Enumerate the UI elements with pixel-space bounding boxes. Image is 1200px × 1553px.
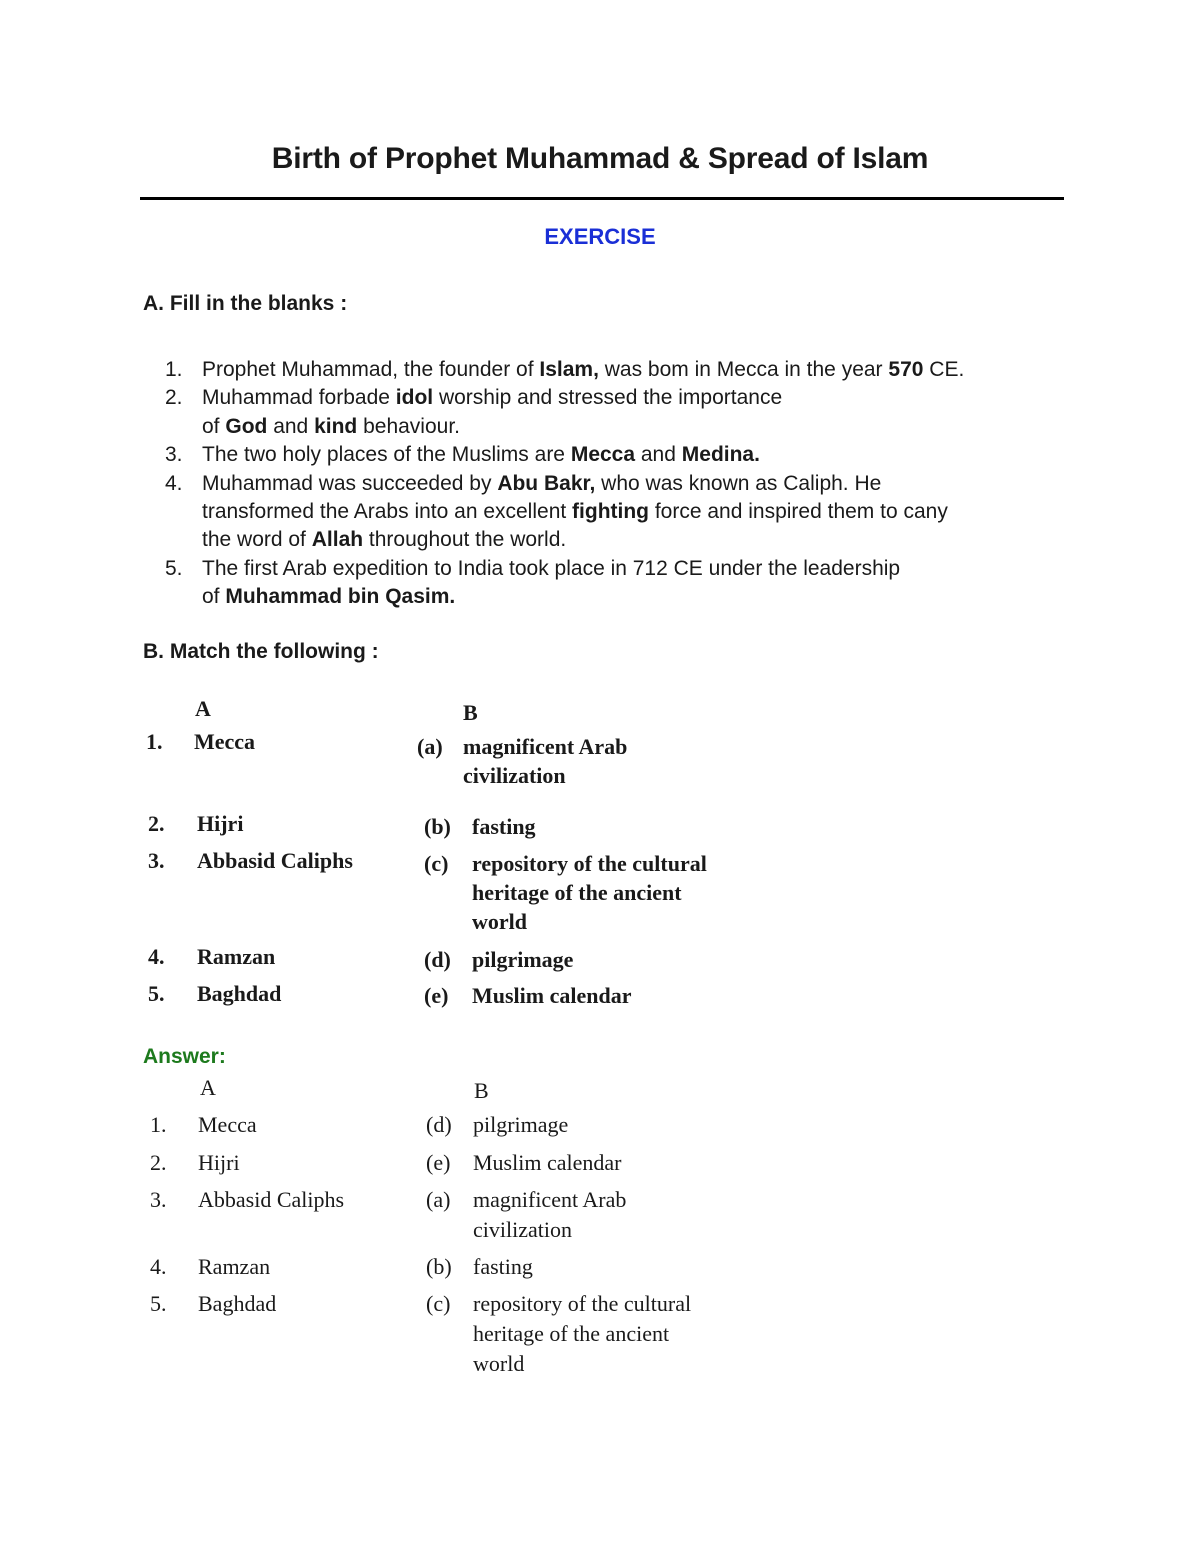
match-right-description: magnificent Arab [463, 734, 628, 759]
sentence-text: Prophet Muhammad, the founder of [202, 358, 540, 381]
title-divider [140, 197, 1064, 200]
answer-description: magnificent Arab [473, 1187, 627, 1212]
sentence-text: the word of [202, 528, 312, 552]
fill-item [165, 555, 1065, 612]
answer-word: Islam, [539, 358, 599, 381]
sentence-text: worship and stressed the importance [433, 386, 783, 410]
match-right-letter: (a) [417, 734, 443, 759]
section-a-heading: A. Fill in the blanks : [143, 292, 348, 315]
sentence-text: who was known as Caliph. He [595, 471, 882, 495]
match-left-term: Hijri [197, 811, 244, 836]
sentence-text: was bom in Mecca in the year [598, 358, 889, 381]
answer-left-term: Ramzan [198, 1254, 271, 1279]
sentence-text: transformed the Arabs into an excellent [202, 500, 573, 524]
match-right-description: heritage of the ancient [472, 880, 682, 905]
answer-number: 5. [150, 1291, 167, 1316]
answer-number: 2. [150, 1150, 167, 1175]
match-right-letter: (e) [424, 983, 449, 1008]
answer-word: kind [314, 414, 358, 438]
answer-letter: (e) [426, 1150, 451, 1175]
sentence-text: The first Arab expedition to India took place in 712 CE under the leadership [202, 556, 901, 580]
item-number: 5. [165, 556, 183, 580]
item-number: 3. [165, 443, 183, 467]
match-left-term: Ramzan [197, 944, 276, 969]
match-right-description: Muslim calendar [472, 983, 632, 1008]
column-b-header: B [463, 700, 478, 725]
match-left-number: 3. [148, 848, 165, 873]
match-left-number: 5. [148, 981, 165, 1006]
answer-left-term: Mecca [198, 1112, 257, 1137]
match-right-letter: (d) [424, 947, 451, 972]
answer-word: Abu Bakr, [497, 471, 596, 495]
column-a-header: A [195, 696, 211, 721]
match-right-letter: (c) [424, 851, 449, 876]
answer-column-b-header: B [474, 1078, 489, 1103]
answer-description: Muslim calendar [473, 1150, 622, 1175]
answer-description: civilization [473, 1217, 572, 1242]
match-left-number: 4. [148, 944, 165, 969]
answer-left-term: Baghdad [198, 1291, 277, 1316]
answer-word: idol [395, 386, 434, 410]
answer-number: 3. [150, 1187, 167, 1212]
answer-word: God [225, 414, 268, 438]
item-number: 2. [165, 386, 183, 410]
answer-description: heritage of the ancient [473, 1321, 670, 1346]
match-left-term: Baghdad [197, 981, 282, 1006]
match-left-number: 2. [148, 811, 165, 836]
sentence-text: force and inspired them to cany [649, 500, 948, 524]
match-left-number: 1. [146, 729, 163, 754]
exercise-label: EXERCISE [544, 224, 656, 249]
answer-description: repository of the cultural [473, 1291, 692, 1316]
sentence-text: of [202, 414, 226, 438]
answer-letter: (a) [426, 1187, 451, 1212]
answer-word: 570 [888, 358, 924, 381]
answer-column-a-header: A [200, 1075, 216, 1100]
fill-item [165, 441, 1065, 469]
fill-item [165, 384, 1065, 441]
answer-letter: (b) [426, 1254, 452, 1279]
answer-description: pilgrimage [473, 1112, 569, 1137]
fill-in-blanks-list [165, 356, 1065, 612]
answer-word: Mecca [570, 443, 636, 467]
fill-item [165, 470, 1065, 555]
answer-letter: (c) [426, 1291, 451, 1316]
sentence-text: behaviour. [357, 414, 460, 438]
answer-description: fasting [473, 1254, 533, 1279]
sentence-text: Muhammad forbade [202, 386, 396, 410]
answer-left-term: Hijri [198, 1150, 240, 1175]
item-number: 4. [165, 471, 183, 495]
page-title: Birth of Prophet Muhammad & Spread of Islam [271, 142, 929, 175]
answer-description: world [473, 1351, 525, 1376]
match-right-description: world [472, 909, 527, 934]
sentence-text: of [202, 585, 226, 609]
answer-word: Allah [311, 528, 364, 552]
match-right-description: pilgrimage [472, 947, 574, 972]
match-right-letter: (b) [424, 814, 451, 839]
sentence-text: CE. [923, 358, 965, 381]
answer-word: Medina. [681, 443, 760, 467]
answer-word: Muhammad bin Qasim. [225, 585, 456, 609]
match-right-description: fasting [472, 814, 536, 839]
answer-heading: Answer: [143, 1045, 226, 1068]
fill-item [165, 356, 1065, 384]
sentence-text: Muhammad was succeeded by [202, 471, 498, 495]
answer-letter: (d) [426, 1112, 452, 1137]
answer-word: fighting [572, 500, 650, 524]
sentence-text: The two holy places of the Muslims are [202, 443, 571, 467]
answer-left-term: Abbasid Caliphs [198, 1187, 345, 1212]
item-number: 1. [165, 358, 183, 381]
match-right-description: civilization [463, 763, 566, 788]
sentence-text: throughout the world. [363, 528, 567, 552]
sentence-text: and [635, 443, 682, 467]
match-left-term: Abbasid Caliphs [197, 848, 353, 873]
match-left-term: Mecca [194, 729, 256, 754]
sentence-text: and [267, 414, 315, 438]
answer-number: 1. [150, 1112, 167, 1137]
section-b-heading: B. Match the following : [143, 640, 379, 663]
answer-number: 4. [150, 1254, 167, 1279]
match-right-description: repository of the cultural [472, 851, 707, 876]
